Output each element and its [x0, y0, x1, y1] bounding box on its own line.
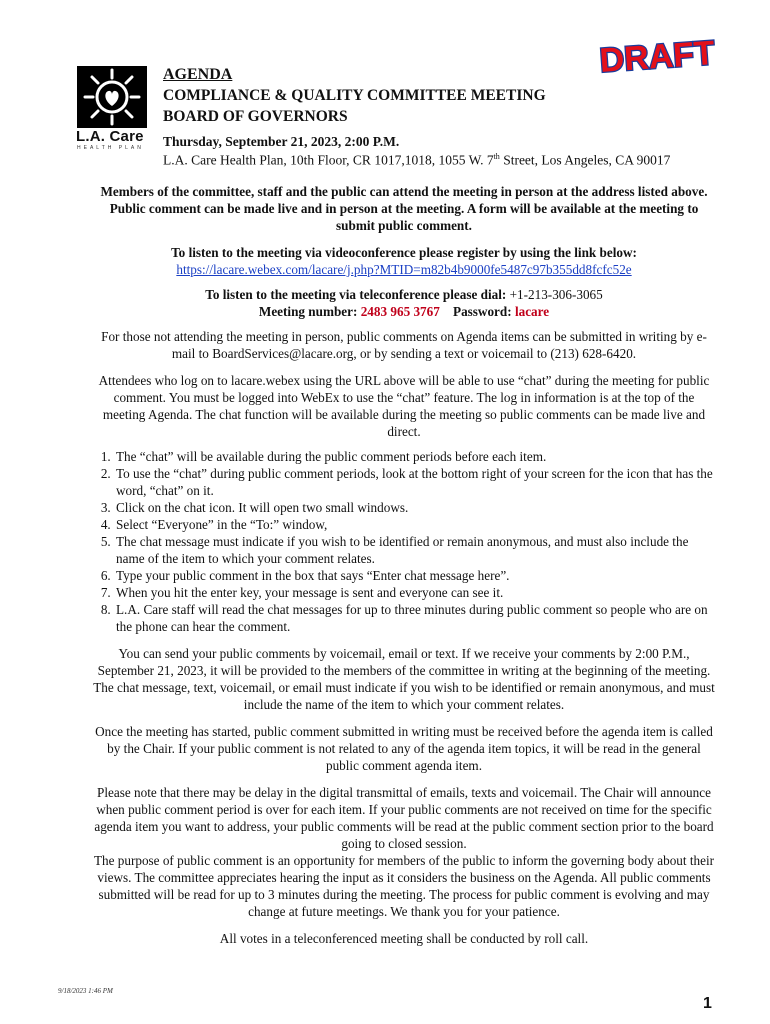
location-text-a: L.A. Care Health Plan, 10th Floor, CR 1017,1018, 1055 W. 7: [163, 152, 494, 168]
logo-tagline: HEALTH PLAN: [77, 145, 144, 151]
location-sup: th: [493, 152, 500, 161]
list-item: 8. L.A. Care staff will read the chat messages for up to three minutes during public comment so people who are on the phone can hear the comment.: [114, 601, 716, 635]
webex-link[interactable]: https://lacare.webex.com/lacare/j.php?MTID=m82b4b9000fe5487c97b355dd8fcfc52e: [176, 262, 632, 277]
list-item: 6. Type your public comment in the box that says “Enter chat message here”.: [114, 567, 716, 584]
draft-stamp-text: DRAFT: [598, 34, 716, 80]
footer-timestamp: 9/18/2023 1:46 PM: [58, 987, 113, 995]
password-value: lacare: [514, 304, 550, 319]
password-label: Password:: [453, 304, 512, 319]
purpose-paragraph: The purpose of public comment is an opportunity for members of the public to inform the governing body about their views. The committee appreciates hearing the input as it considers the business on the Agenda. All public comments submitted will be read for up to 3 minutes during the meeting. The process for public comment is evolving and may change at future meetings. We thank you for your patience.: [93, 853, 715, 919]
agenda-heading: AGENDA: [163, 66, 233, 83]
meeting-title: COMPLIANCE & QUALITY COMMITTEE MEETING: [163, 87, 546, 104]
meeting-location: [163, 152, 723, 169]
roll-call-paragraph: All votes in a teleconferenced meeting shall be conducted by roll call.: [219, 931, 589, 946]
tele-label: To listen to the meeting via teleconference please dial:: [205, 287, 507, 302]
list-item: 7. When you hit the enter key, your message is sent and everyone can see it.: [114, 584, 716, 601]
document-body: [92, 183, 716, 947]
sun-heart-icon: [77, 66, 147, 128]
videoconference-label: To listen to the meeting via videoconference please register by using the link below:: [171, 245, 637, 260]
chat-steps-list: [92, 448, 716, 635]
list-item: 3. Click on the chat icon. It will open two small windows.: [114, 499, 716, 516]
tele-phone: +1-213-306-3065: [509, 287, 603, 302]
voicemail-paragraph: You can send your public comments by voicemail, email or text. If we receive your comments by 2:00 P.M., September 21, 2023, it will be provided to the members of the committee in writing at the beginning of the meeting. The chat message, text, voicemail, or email must indicate if you wish to be identified or remain anonymous, and must include the name of the item to which your comment relates.: [93, 646, 715, 712]
delay-paragraph: Please note that there may be delay in the digital transmittal of emails, texts and voicemail. The Chair will announce when public comment period is over for each item. If your public comments are not received on time for the specific agenda item you want to address, your public comments will be read at the public comment section prior to the board going to closed session.: [94, 785, 714, 851]
meeting-datetime: Thursday, September 21, 2023, 2:00 P.M.: [163, 134, 400, 149]
location-text-b: Street, Los Angeles, CA 90017: [499, 152, 671, 168]
list-item: 1. The “chat” will be available during the public comment periods before each item.: [114, 448, 716, 465]
agenda-header: [163, 66, 723, 169]
intro-paragraph: Members of the committee, staff and the public can attend the meeting in person at the address listed above. Public comment can be made live and in person at the meeting. A form will be available at the meeting to submit public comment.: [100, 184, 708, 233]
meeting-number-label: Meeting number:: [258, 304, 358, 319]
meeting-number: 2483 965 3767: [360, 304, 440, 319]
email-comment-paragraph: For those not attending the meeting in person, public comments on Agenda items can be submitted in writing by e-mail to BoardServices@lacare.org, or by sending a text or voicemail to (213) 628-6420.: [101, 329, 707, 361]
board-title: BOARD OF GOVERNORS: [163, 108, 348, 125]
list-item: 5. The chat message must indicate if you wish to be identified or remain anonymous, and must also include the name of the item to which your comment relates.: [114, 533, 716, 567]
list-item: 4. Select “Everyone” in the “To:” window,: [114, 516, 716, 533]
logo-name: L.A. Care: [76, 128, 144, 145]
chat-paragraph: Attendees who log on to lacare.webex using the URL above will be able to use “chat” during the meeting for public comment. You must be logged into WebEx to use the “chat” feature. The log in information is at the top of the meeting Agenda. The chat function will be available during the meeting so public comments can be made live and direct.: [98, 373, 710, 439]
teleconference-line: [92, 286, 716, 303]
written-comment-paragraph: Once the meeting has started, public comment submitted in writing must be received before the agenda item is called by the Chair. If your public comment is not related to any of the agenda item topics, it will be read in the general public comment agenda item.: [95, 724, 713, 773]
la-care-logo: [73, 66, 151, 154]
page-number: 1: [703, 995, 712, 1012]
list-item: 2. To use the “chat” during public comment periods, look at the bottom right of your screen for the icon that has the word, “chat” on it.: [114, 465, 716, 499]
meeting-credentials: [92, 303, 716, 320]
